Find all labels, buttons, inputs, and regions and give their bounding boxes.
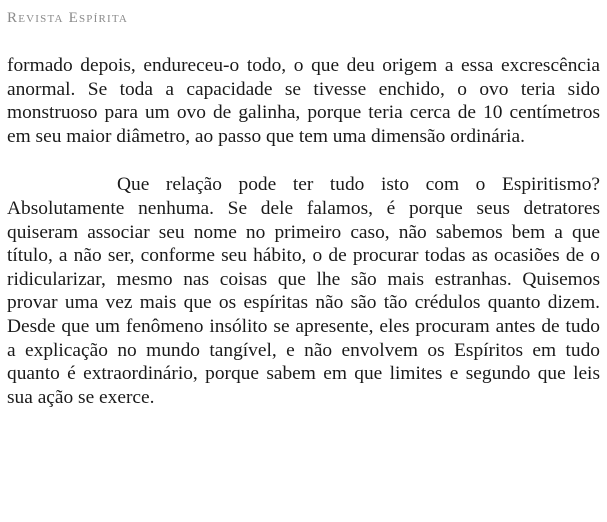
paragraph: Que relação pode ter tudo isto com o Espiritismo? Absolutamente nenhuma. Se dele falamos, é porque seus detratores quiseram associar seu nome no primeiro caso, não sabemos bem a que título, a não ser, conforme seu hábito, o de procurar todas as ocasiões de o ridicularizar, mesmo nas coisas que lhe são mais estranhas. Quisemos provar uma vez mais que os espíritas não são tão crédulos quanto dizem. Desde que um fenômeno insólito se apresente, eles procuram antes de tudo a explicação no mundo tangível, e não envolvem os Espíritos em tudo quanto é extraordinário, porque sabem em que limites e segundo que leis sua ação se exerce.	[7, 174, 600, 408]
paragraph-continuation: formado depois, endureceu-o todo, o que deu origem a essa excrescência anormal. Se toda a capacidade se tivesse enchido, o ovo teria sido monstruoso para um ovo de galinha, porque teria cerca de 10 centímetros em seu maior diâmetro, ao passo que tem uma dimensão ordinária.	[7, 55, 600, 147]
document-page	[7, 0, 600, 409]
running-header: Revista Espírita	[7, 10, 129, 26]
